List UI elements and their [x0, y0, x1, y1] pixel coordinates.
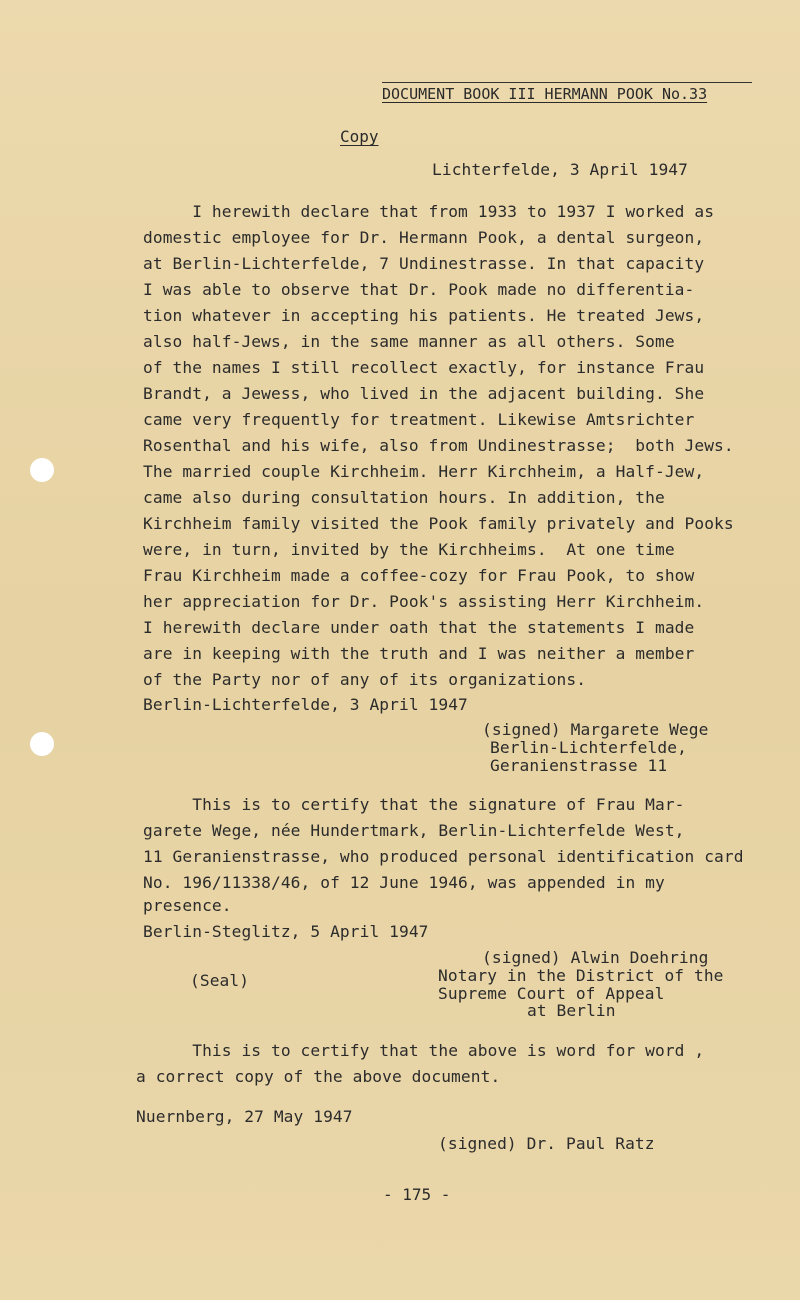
- punch-hole-top: [30, 458, 54, 482]
- body-line: domestic employee for Dr. Hermann Pook, a dental surgeon,: [143, 228, 705, 247]
- body-line: at Berlin-Lichterfelde, 7 Undinestrasse. In that capacity: [143, 254, 705, 273]
- body-line: Brandt, a Jewess, who lived in the adjacent building. She: [143, 384, 705, 403]
- cert-line: This is to certify that the signature of Frau Mar-: [143, 795, 685, 814]
- body-line: of the Party nor of any of its organizations.: [143, 670, 587, 689]
- notary-line-3: Supreme Court of Appeal: [438, 984, 665, 1003]
- body-line: I herewith declare under oath that the statements I made: [143, 618, 695, 637]
- punch-hole-bottom: [30, 732, 54, 756]
- cert-line: 11 Geranienstrasse, who produced personal identification card: [143, 847, 744, 866]
- body-line: of the names I still recollect exactly, for instance Frau: [143, 358, 705, 377]
- cert-date-line: Berlin-Steglitz, 5 April 1947: [143, 922, 429, 941]
- copy-label: Copy: [340, 127, 379, 146]
- body-line: were, in turn, invited by the Kirchheims. At one time: [143, 540, 675, 559]
- cert-line: presence.: [143, 896, 232, 915]
- body-line: I herewith declare that from 1933 to 1937 I worked as: [143, 202, 715, 221]
- body-line: also half-Jews, in the same manner as all others. Some: [143, 332, 675, 351]
- notary-line-4: at Berlin: [527, 1001, 616, 1020]
- body-line: her appreciation for Dr. Pook's assisting Herr Kirchheim.: [143, 592, 705, 611]
- body-date-line: Berlin-Lichterfelde, 3 April 1947: [143, 695, 468, 714]
- body-line: came also during consultation hours. In addition, the: [143, 488, 665, 507]
- body-line: The married couple Kirchheim. Herr Kirchheim, a Half-Jew,: [143, 462, 705, 481]
- copy-cert-signature: (signed) Dr. Paul Ratz: [438, 1134, 655, 1153]
- body-line: are in keeping with the truth and I was neither a member: [143, 644, 695, 663]
- body-line: Rosenthal and his wife, also from Undinestrasse; both Jews.: [143, 436, 734, 455]
- copy-cert-line-2: a correct copy of the above document.: [136, 1067, 501, 1086]
- body-line: Frau Kirchheim made a coffee-cozy for Frau Pook, to show: [143, 566, 695, 585]
- place-date: Lichterfelde, 3 April 1947: [432, 160, 688, 179]
- signature-line-1: (signed) Margarete Wege: [482, 720, 709, 739]
- body-line: Kirchheim family visited the Pook family privately and Pooks: [143, 514, 734, 533]
- signature-line-3: Geranienstrasse 11: [490, 756, 668, 775]
- body-line: came very frequently for treatment. Likewise Amtsrichter: [143, 410, 695, 429]
- copy-cert-line-1: This is to certify that the above is word for word ,: [143, 1041, 705, 1060]
- cert-line: garete Wege, née Hundertmark, Berlin-Lichterfelde West,: [143, 821, 685, 840]
- notary-line-1: (signed) Alwin Doehring: [482, 948, 709, 967]
- cert-line: No. 196/11338/46, of 12 June 1946, was appended in my: [143, 873, 665, 892]
- page-number: - 175 -: [383, 1185, 451, 1204]
- body-line: I was able to observe that Dr. Pook made no differentia-: [143, 280, 695, 299]
- body-line: tion whatever in accepting his patients. He treated Jews,: [143, 306, 705, 325]
- signature-line-2: Berlin-Lichterfelde,: [490, 738, 687, 757]
- seal-label: (Seal): [190, 971, 250, 990]
- document-reference: DOCUMENT BOOK III HERMANN POOK No.33: [382, 85, 752, 103]
- copy-cert-date: Nuernberg, 27 May 1947: [136, 1107, 353, 1126]
- notary-line-2: Notary in the District of the: [438, 966, 724, 985]
